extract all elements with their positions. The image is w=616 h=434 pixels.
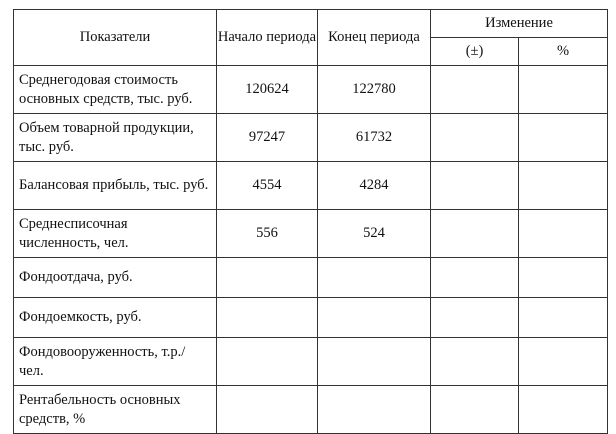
table-row — [14, 210, 608, 258]
row-start: 556 — [217, 210, 318, 258]
row-change-abs — [431, 114, 519, 162]
row-change-abs — [431, 162, 519, 210]
row-change-pct — [519, 162, 608, 210]
row-label: Фондоемкость, руб. — [14, 298, 217, 338]
table-row — [14, 258, 608, 298]
header-end: Конец периода — [318, 10, 431, 66]
table-row — [14, 114, 608, 162]
row-change-abs — [431, 66, 519, 114]
row-start — [217, 386, 318, 434]
row-label: Балансовая прибыль, тыс. руб. — [14, 162, 217, 210]
row-label: Фондоотдача, руб. — [14, 258, 217, 298]
row-change-abs — [431, 338, 519, 386]
indicators-table — [13, 9, 608, 434]
table-row — [14, 298, 608, 338]
row-end: 122780 — [318, 66, 431, 114]
row-change-pct — [519, 386, 608, 434]
row-change-abs — [431, 298, 519, 338]
table-row — [14, 338, 608, 386]
row-change-pct — [519, 210, 608, 258]
row-start — [217, 338, 318, 386]
row-change-pct — [519, 114, 608, 162]
row-end — [318, 386, 431, 434]
row-change-abs — [431, 210, 519, 258]
row-change-pct — [519, 258, 608, 298]
row-change-pct — [519, 66, 608, 114]
row-change-pct — [519, 338, 608, 386]
row-label: Среднегодовая стоимость основных средств, тыс. руб. — [14, 66, 217, 114]
header-change-pct: % — [519, 38, 608, 66]
row-change-abs — [431, 386, 519, 434]
header-change-abs: (±) — [431, 38, 519, 66]
row-end: 4284 — [318, 162, 431, 210]
header-start: Начало периода — [217, 10, 318, 66]
row-change-pct — [519, 298, 608, 338]
header-change: Изменение — [431, 10, 608, 38]
row-end — [318, 338, 431, 386]
row-start: 4554 — [217, 162, 318, 210]
row-change-abs — [431, 258, 519, 298]
row-end — [318, 298, 431, 338]
table-row — [14, 386, 608, 434]
row-start: 97247 — [217, 114, 318, 162]
row-end — [318, 258, 431, 298]
row-label: Фондовооруженность, т.р./ чел. — [14, 338, 217, 386]
row-start — [217, 298, 318, 338]
row-end: 524 — [318, 210, 431, 258]
row-label: Рентабельность основных средств, % — [14, 386, 217, 434]
header-indicators: Показатели — [14, 10, 217, 66]
row-start — [217, 258, 318, 298]
row-label: Объем товарной продукции, тыс. руб. — [14, 114, 217, 162]
row-end: 61732 — [318, 114, 431, 162]
table-row — [14, 66, 608, 114]
table-header-row — [14, 10, 608, 38]
row-start: 120624 — [217, 66, 318, 114]
row-label: Среднесписочная численность, чел. — [14, 210, 217, 258]
table-row — [14, 162, 608, 210]
